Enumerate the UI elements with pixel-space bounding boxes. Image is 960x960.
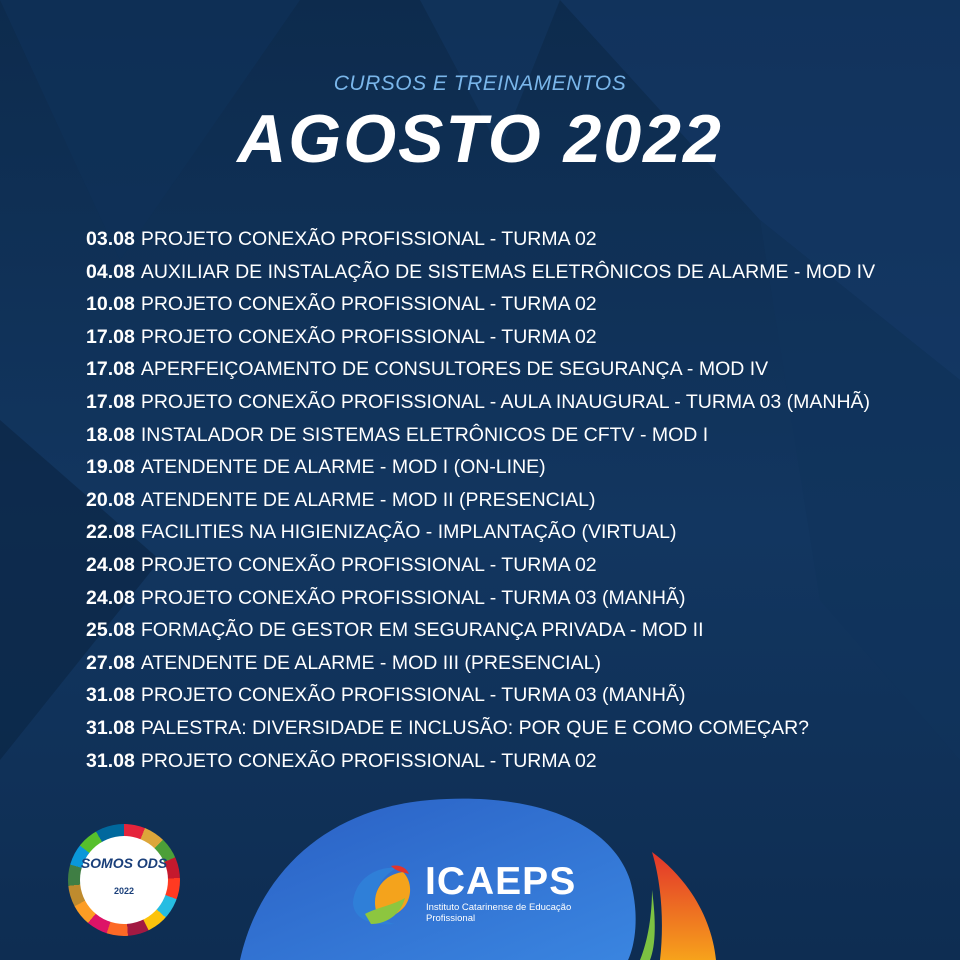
schedule-date: 22.08 (86, 521, 135, 544)
schedule-course: PROJETO CONEXÃO PROFISSIONAL - TURMA 02 (140, 293, 597, 316)
schedule-course: ATENDENTE DE ALARME - MOD III (PRESENCIAL) (140, 651, 601, 674)
icaeps-logo (345, 858, 595, 928)
schedule-course: PROJETO CONEXÃO PROFISSIONAL - TURMA 02 (140, 325, 597, 348)
schedule-date: 17.08 (86, 390, 135, 413)
ods-badge-center (80, 836, 168, 924)
schedule-date: 19.08 (86, 456, 135, 479)
schedule-date: 24.08 (86, 553, 135, 576)
schedule-date: 20.08 (86, 488, 135, 511)
page-title: AGOSTO 2022 (237, 101, 723, 177)
brand-name: ICAEPS (425, 860, 577, 903)
schedule-date: 31.08 (86, 749, 135, 772)
schedule-date: 24.08 (86, 586, 135, 609)
schedule-course: PROJETO CONEXÃO PROFISSIONAL - TURMA 02 (140, 553, 597, 576)
schedule-date: 18.08 (86, 423, 135, 446)
schedule-date: 27.08 (86, 651, 135, 674)
schedule-course: PROJETO CONEXÃO PROFISSIONAL - TURMA 03 (MANHÃ) (140, 586, 686, 609)
schedule-date: 04.08 (86, 260, 135, 283)
icaeps-logo-mark-icon (345, 858, 417, 928)
schedule-course: ATENDENTE DE ALARME - MOD II (PRESENCIAL) (140, 488, 596, 511)
ods-badge-text: SOMOS ODS (80, 855, 168, 871)
schedule-course: FORMAÇÃO DE GESTOR EM SEGURANÇA PRIVADA - MOD II (140, 619, 704, 642)
schedule-date: 03.08 (86, 228, 135, 250)
ods-wheel-icon (68, 824, 180, 936)
schedule-course: PROJETO CONEXÃO PROFISSIONAL - AULA INAUGURAL - TURMA 03 (MANHÃ) (140, 390, 871, 413)
brand-tagline: Instituto Catarinense de Educação Profissional (426, 902, 572, 924)
schedule-course: PROJETO CONEXÃO PROFISSIONAL - TURMA 02 (140, 749, 597, 772)
page-subtitle: CURSOS E TREINAMENTOS (333, 72, 627, 95)
schedule-course: PROJETO CONEXÃO PROFISSIONAL - TURMA 03 (MANHÃ) (140, 684, 686, 707)
schedule-date: 31.08 (86, 684, 135, 707)
schedule-course: PROJETO CONEXÃO PROFISSIONAL - TURMA 02 (140, 228, 597, 250)
schedule-course: INSTALADOR DE SISTEMAS ELETRÔNICOS DE CFTV - MOD I (140, 423, 709, 446)
schedule-date: 25.08 (86, 619, 135, 642)
ods-badge-year: 2022 (113, 886, 135, 896)
schedule-date: 17.08 (86, 325, 135, 348)
schedule-course: AUXILIAR DE INSTALAÇÃO DE SISTEMAS ELETRÔNICOS DE ALARME - MOD IV (140, 260, 876, 283)
schedule-course: APERFEIÇOAMENTO DE CONSULTORES DE SEGURANÇA - MOD IV (140, 358, 769, 381)
schedule-course: FACILITIES NA HIGIENIZAÇÃO - IMPLANTAÇÃO (VIRTUAL) (140, 521, 677, 544)
schedule-date: 17.08 (86, 358, 135, 381)
schedule-course: PALESTRA: DIVERSIDADE E INCLUSÃO: POR QUE E COMO COMEÇAR? (140, 716, 810, 739)
schedule-date: 10.08 (86, 293, 135, 316)
schedule-course: ATENDENTE DE ALARME - MOD I (ON-LINE) (140, 456, 546, 479)
schedule-date: 31.08 (86, 716, 135, 739)
